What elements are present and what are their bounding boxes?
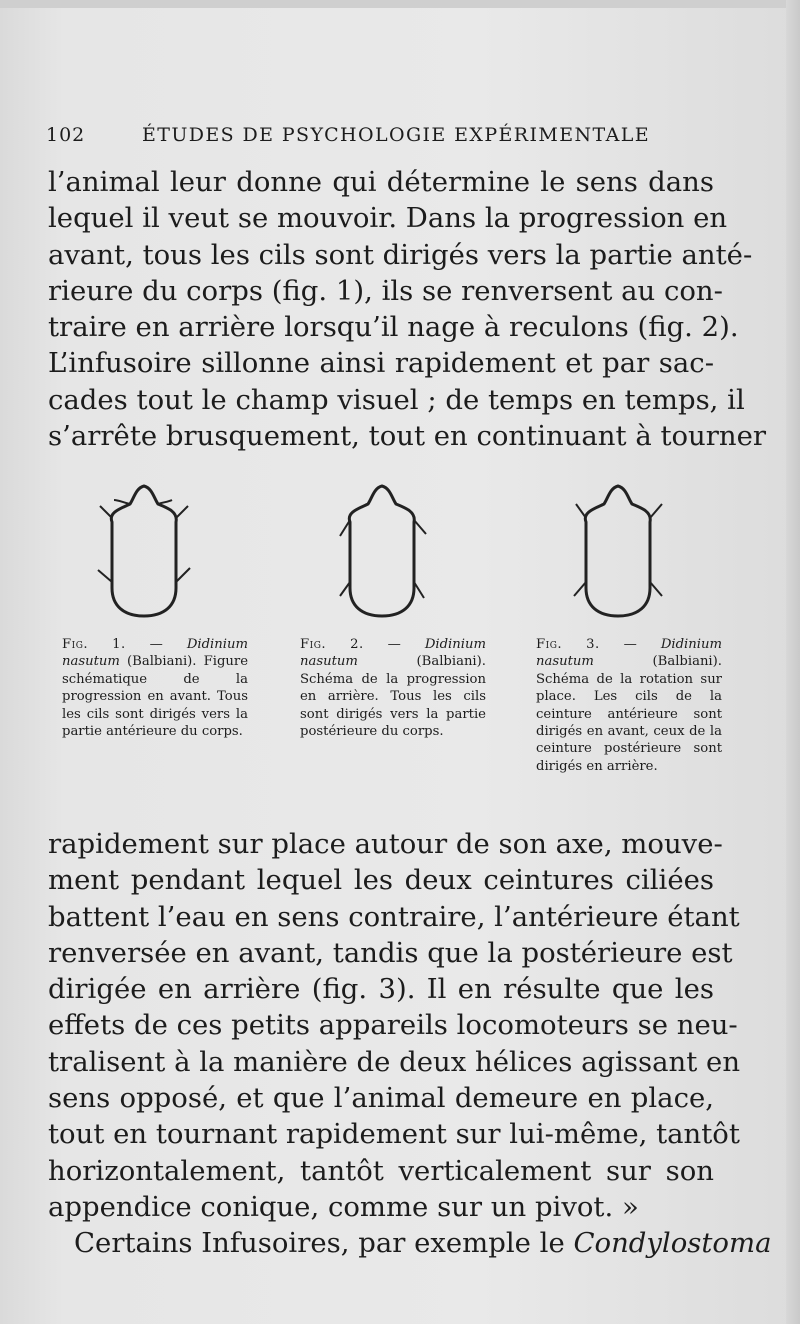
didinium-forward-illustration [84,478,204,622]
text-line: rapidement sur place autour de son axe, mouve- [48,828,723,860]
caption-text: (Balbiani). Figure schématique de la progression en avant. Tous les cils sont dirigés vers la partie antérieure du corps. [62,654,248,740]
text-line: traire en arrière lorsqu’il nage à reculons (fig. 2). [48,311,739,344]
figure-row [62,478,722,808]
text-line: s’arrête brusquement, tout en continuant à tourner [48,420,767,453]
page-header [46,124,716,154]
didinium-backward-illustration [322,478,442,622]
paragraph-3-text: Certains Infusoires, par exemple le [74,1227,565,1260]
paragraph-3-line [48,1225,772,1261]
figure-3-caption [536,636,722,775]
text-line: tralisent à la manière de deux hélices agissant en [48,1045,741,1078]
text-line: rieure du corps (fig. 1), ils se renversent au con- [48,274,723,307]
figure-label: Fig. 2. — [300,637,402,652]
species-name: Didinium nasutum [536,637,722,670]
text-line: lequel il veut se mouvoir. Dans la progression en [48,202,728,235]
caption-text: (Balbiani). Schéma de la rotation sur place. Les cils de la ceinture antérieure sont dirigés en avant, ceux de la ceinture postérieure sont dirigés en arrière. [536,654,722,774]
page-top-edge [0,0,800,8]
text-line: horizontalement, tantôt verticalement sur son [48,1154,714,1187]
text-line: dirigée en arrière (fig. 3). Il en résulte que les [48,973,714,1006]
figure-label: Fig. 1. — [62,637,164,652]
running-head: ÉTUDES DE PSYCHOLOGIE EXPÉRIMENTALE [142,124,650,146]
text-line: appendice conique, comme sur un pivot. » [48,1190,639,1223]
figure-2-caption [300,636,486,740]
figure-2 [300,478,515,740]
text-line: renversée en avant, tandis que la postérieure est [48,936,733,969]
figure-label: Fig. 3. — [536,637,638,652]
paragraph-2 [48,826,772,1262]
paragraph-3-italic: Condylostoma [573,1227,772,1260]
text-line: sens opposé, et que l’animal demeure en place, [48,1082,714,1115]
paragraph-1 [48,164,767,454]
text-line: L’infusoire sillonne ainsi rapidement et par sac- [48,347,714,380]
caption-text: (Balbiani). Schéma de la progression en arrière. Tous les cils sont dirigés vers la partie postérieure du corps. [300,654,486,740]
text-line: l’animal leur donne qui détermine le sens dans [48,166,714,198]
page-right-edge [786,0,800,1324]
species-name: Didinium nasutum [62,637,248,670]
species-name: Didinium nasutum [300,637,486,670]
figure-1-caption [62,636,248,740]
text-line: avant, tous les cils sont dirigés vers la partie anté- [48,238,753,271]
text-line: ment pendant lequel les deux ceintures ciliées [48,864,714,897]
text-line: effets de ces petits appareils locomoteurs se neu- [48,1009,738,1042]
text-line: tout en tournant rapidement sur lui-même, tantôt [48,1118,740,1151]
text-line: cades tout le champ visuel ; de temps en temps, il [48,383,745,416]
didinium-rotation-illustration [558,478,678,622]
page-number: 102 [46,124,86,146]
figure-3 [536,478,751,775]
figure-1 [62,478,277,740]
text-line: battent l’eau en sens contraire, l’antérieure étant [48,900,740,933]
